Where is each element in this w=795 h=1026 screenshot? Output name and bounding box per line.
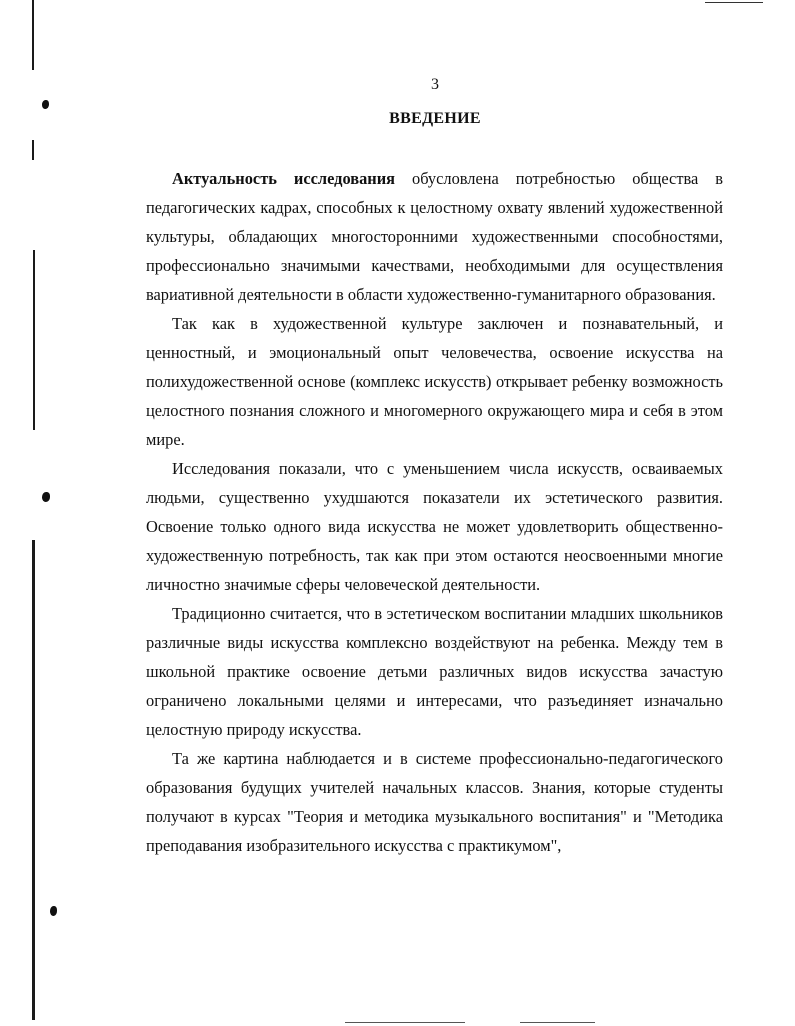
paragraph: Традиционно считается, что в эстетическом воспитании младших школьников различные виды искусства комплексно воздействуют на ребенка. Между тем в школьной практике освоение детьми различных видов искусства зачастую ограничено локальными целями и интересами, что разъединяет изначально целостную природу искусства. (146, 604, 723, 739)
scan-mark (42, 100, 49, 109)
page-number: 3 (431, 76, 439, 93)
scan-top-rule (705, 2, 763, 3)
paragraph: Исследования показали, что с уменьшением числа искусств, осваиваемых людьми, существенно ухудшаются показатели их эстетического развития. Освоение только одного вида искусства не может удовлетворить общественно-художественную потребность, так как при этом остаются неосвоенными многие личностно значимые сферы человеческой деятельности. (146, 459, 723, 594)
scan-bottom-rule (345, 1022, 465, 1023)
document-body (146, 164, 723, 860)
paragraph-relevance (146, 164, 723, 309)
section-title: ВВЕДЕНИЕ (389, 110, 481, 127)
scan-mark (42, 492, 50, 502)
paragraph-lead: Актуальность исследования (172, 169, 396, 188)
paragraph-text: обусловлена потребностью общества в педагогических кадрах, способных к целостному охвату явлений художественной культуры, обладающих многосторонними художественными способностями, профессионально значимыми качествами, необходимыми для осуществления вариативной деятельности в области художественно-гуманитарного образования. (146, 169, 723, 304)
scan-bottom-rule (520, 1022, 595, 1023)
scan-mark (50, 906, 57, 916)
paragraph: Та же картина наблюдается и в системе профессионально-педагогического образования будущих учителей начальных классов. Знания, которые студенты получают в курсах "Теория и методика музыкального воспитания" и "Методика преподавания изобразительного искусства с практикумом", (146, 749, 723, 855)
scan-binding-edge (32, 0, 36, 1026)
paragraph: Так как в художественной культуре заключен и познавательный, и ценностный, и эмоциональный опыт человечества, освоение искусства на полихудожественной основе (комплекс искусств) открывает ребенку возможность целостного познания сложного и многомерного окружающего мира и себя в этом мире. (146, 314, 723, 449)
